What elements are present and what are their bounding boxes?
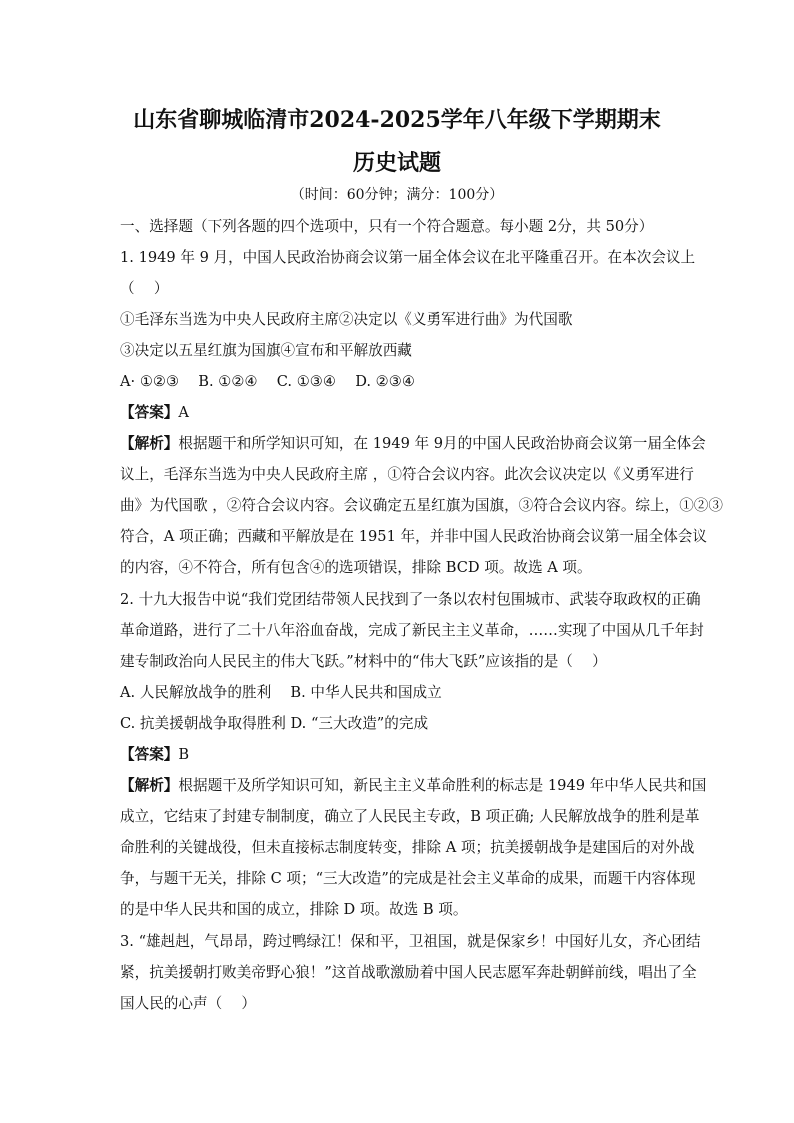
exam-time-score: （时间：60分钟；满分：100分）	[290, 187, 504, 203]
q1-analysis-line3: 曲》为代国歌 ，②符合会议内容。会议确定五星红旗为国旗，③符合会议内容。综上，①②③	[120, 497, 723, 514]
q2-analysis-line1: 【解析】根据题干及所学知识可知，新民主主义革命胜利的标志是 1949 年中华人民共和国	[120, 777, 707, 794]
q1-stem-line1: 1. 1949 年 9 月，中国人民政治协商会议第一届全体会议在北平隆重召开。在本次会议上	[120, 249, 696, 266]
q2-answer	[120, 745, 680, 765]
q1-analysis-line1: 【解析】根据题干和所学知识可知，在 1949 年 9月的中国人民政治协商会议第一届全体会	[120, 435, 706, 452]
analysis-label: 【解析】	[120, 435, 179, 452]
exam-subject-title: 历史试题	[352, 150, 441, 176]
q2-analysis-line4: 争，与题干无关，排除 C 项；“三大改造”的完成是社会主义革命的成果，而题干内容体现	[120, 870, 696, 887]
q2-analysis-line5: 的是中华人民共和国的成立，排除 D 项。故选 B 项。	[120, 901, 468, 918]
answer-value: A	[178, 404, 189, 421]
section-heading: 一、选择题（下列各题的四个选项中，只有一个符合题意。每小题 2分，共 50分）	[120, 218, 654, 235]
q1-choices: A· ①②③ B. ①②④ C. ①③④ D. ②③④	[120, 373, 415, 390]
q1-options-line1: ①毛泽东当选为中央人民政府主席②决定以《义勇军进行曲》为代国歌	[120, 311, 573, 328]
q3-stem-line2: 紧，抗美援朝打败美帝野心狼！”这首战歌激励着中国人民志愿军奔赴朝鲜前线，唱出了全	[120, 964, 697, 981]
q1-options-line2: ③决定以五星红旗为国旗④宣布和平解放西藏	[120, 342, 412, 359]
q1-analysis-line2: 议上，毛泽东当选为中央人民政府主席 ，①符合会议内容。此次会议决定以《义勇军进行	[120, 466, 694, 483]
answer-label: 【答案】	[120, 746, 179, 763]
q3-stem-line3: 国人民的心声（ ）	[120, 995, 256, 1012]
exam-title: 山东省聊城临清市2024-2025学年八年级下学期期末	[133, 107, 661, 133]
q2-options-line2: C. 抗美援朝战争取得胜利 D. “三大改造”的完成	[120, 715, 429, 732]
q1-answer	[120, 403, 680, 423]
q3-stem-line1: 3. “雄赳赳，气昂昂，跨过鸭绿江！保和平，卫祖国，就是保家乡！中国好儿女，齐心团结	[120, 933, 701, 950]
q1-stem-line2: （ ）	[120, 280, 169, 297]
q2-stem-line2: 革命道路，进行了二十八年浴血奋战，完成了新民主主义革命，……实现了中国从几千年封	[120, 622, 704, 639]
q2-analysis-line2: 成立，它结束了封建专制制度，确立了人民民主专政，B 项正确; 人民解放战争的胜利是革	[120, 808, 700, 825]
q1-analysis-line5: 的内容，④不符合，所有包含④的选项错误，排除 BCD 项。故选 A 项。	[120, 559, 592, 576]
q2-options-line1: A. 人民解放战争的胜利 B. 中华人民共和国成立	[120, 684, 442, 701]
q2-analysis-line3: 命胜利的关键战役，但未直接标志制度转变，排除 A 项；抗美援朝战争是建国后的对外战	[120, 839, 695, 856]
analysis-label: 【解析】	[120, 777, 179, 794]
answer-label: 【答案】	[120, 404, 179, 421]
q2-stem-line1: 2. 十九大报告中说“我们党团结带领人民找到了一条以农村包围城市、武装夺取政权的正确	[120, 591, 701, 608]
q2-stem-line3: 建专制政治向人民民主的伟大飞跃。”材料中的“伟大飞跃”应该指的是（ ）	[120, 653, 607, 670]
answer-value: B	[178, 746, 190, 763]
q1-analysis-line4: 符合，A 项正确；西藏和平解放是在 1951 年，并非中国人民政治协商会议第一届全体会议	[120, 528, 707, 545]
